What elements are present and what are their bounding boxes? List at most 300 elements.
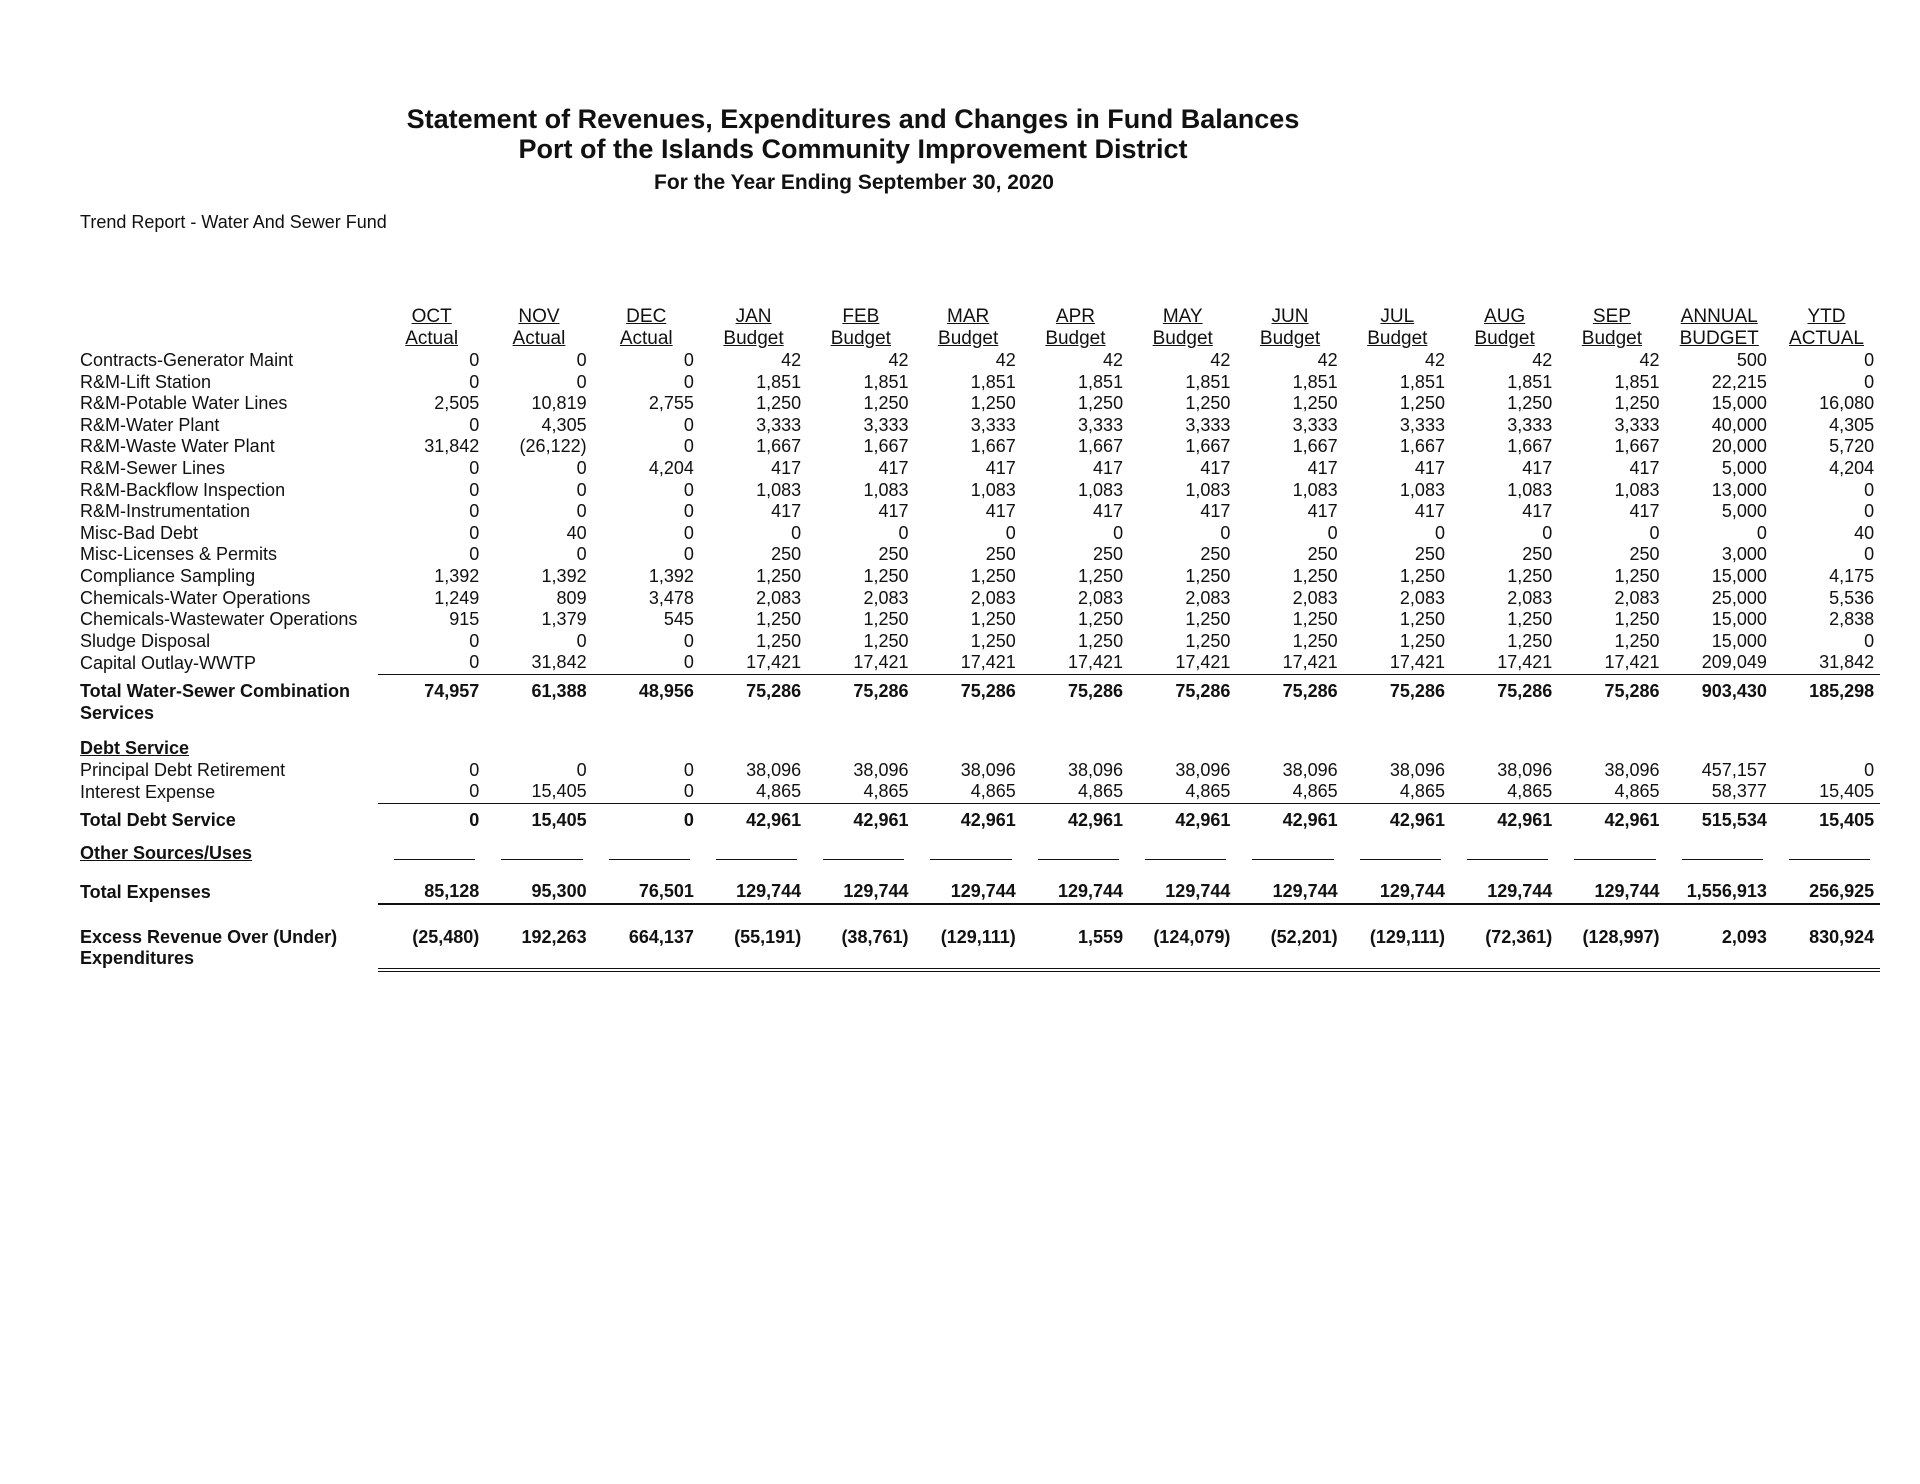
cell-jan: 42: [781, 350, 802, 370]
row-label: Excess Revenue Over (Under) Expenditures: [80, 926, 338, 969]
row-label: Total Expenses: [80, 881, 211, 902]
cell-ytd: 5,536: [1829, 587, 1875, 608]
cell-aug: 4,865: [1451, 781, 1558, 803]
column-header-feb: [807, 306, 914, 350]
cell-oct: (25,480): [378, 927, 485, 970]
period-label: For the Year Ending September 30, 2020: [654, 171, 1054, 194]
cell-ytd: 256,925: [1773, 881, 1880, 904]
cell-jan: 17,421: [700, 652, 807, 674]
cell-oct: 2,505: [434, 393, 480, 414]
line-item-row: [78, 393, 1880, 415]
cell-apr: 3,333: [1078, 414, 1124, 435]
blank-underline: [1252, 849, 1333, 860]
cell-mar: 0: [1005, 522, 1016, 543]
cell-aug: 250: [1522, 544, 1553, 565]
cell-may: 1,083: [1185, 479, 1231, 500]
cell-aug: 0: [1542, 522, 1553, 543]
cell-dec: 4,204: [648, 457, 694, 478]
cell-nov: 1,392: [541, 565, 587, 586]
cell-aug: 1,250: [1507, 630, 1553, 651]
cell-feb: 417: [878, 457, 909, 478]
blank-underline: [1145, 849, 1226, 860]
cell-aug: 17,421: [1451, 652, 1558, 674]
cell-jul: 42: [1424, 350, 1445, 370]
cell-nov: 192,263: [485, 927, 592, 970]
cell-oct: 85,128: [378, 881, 485, 904]
line-item-row: [78, 436, 1880, 458]
cell-jan: 42,961: [746, 809, 802, 830]
cell-mar: (129,111): [914, 927, 1021, 970]
cell-sep: 42,961: [1604, 809, 1660, 830]
cell-sep: 38,096: [1604, 759, 1660, 780]
row-label: Capital Outlay-WWTP: [80, 652, 257, 673]
line-item-row: [78, 415, 1880, 437]
blank-underline: [609, 849, 690, 860]
cell-sep: 4,865: [1558, 781, 1665, 803]
other-sources-row: [78, 843, 1880, 865]
column-header-month: FEB: [842, 306, 880, 327]
row-label: Chemicals-Wastewater Operations: [80, 609, 358, 630]
column-header-aug: [1451, 306, 1558, 350]
cell-oct: 1,392: [434, 565, 480, 586]
cell-jun: 250: [1307, 544, 1338, 565]
cell-jul: 0: [1434, 522, 1445, 543]
cell-aug: 1,250: [1507, 393, 1553, 414]
cell-feb: 129,744: [807, 881, 914, 904]
spacer-cell: [78, 724, 1880, 738]
cell-jul: 1,851: [1399, 371, 1445, 392]
cell-jul: 3,333: [1399, 414, 1445, 435]
cell-may: 1,250: [1185, 565, 1231, 586]
cell-dec: 0: [683, 414, 694, 435]
cell-ytd: 0: [1864, 544, 1875, 565]
cell-mar: 42,961: [960, 809, 1016, 830]
cell-mar: 1,250: [970, 609, 1016, 630]
blank-underline: [501, 849, 582, 860]
cell-jan: 1,667: [756, 436, 802, 457]
cell-sep: 417: [1629, 501, 1660, 522]
cell-oct: 0: [469, 414, 480, 435]
cell-sep: [1558, 843, 1665, 865]
cell-apr: 42,961: [1068, 809, 1124, 830]
cell-oct: 0: [469, 479, 480, 500]
column-header-type: Budget: [723, 328, 784, 349]
cell-feb: 3,333: [863, 414, 909, 435]
cell-dec: [593, 843, 700, 865]
cell-annual: 903,430: [1701, 680, 1767, 701]
cell-ytd: 4,204: [1829, 457, 1875, 478]
cell-sep: 1,250: [1614, 565, 1660, 586]
cell-jun: 1,851: [1292, 371, 1338, 392]
column-header-type: Budget: [1045, 328, 1106, 349]
cell-ytd: 0: [1864, 479, 1875, 500]
line-item-row: [78, 480, 1880, 502]
cell-annual: 0: [1756, 522, 1767, 543]
cell-annual: [1666, 738, 1773, 760]
cell-jul: 1,250: [1399, 609, 1445, 630]
cell-jan: 1,250: [756, 609, 802, 630]
cell-ytd: 0: [1864, 630, 1875, 651]
cell-may: 1,250: [1185, 630, 1231, 651]
cell-jan: 38,096: [746, 759, 802, 780]
line-item-row: [78, 566, 1880, 588]
cell-jun: 417: [1307, 457, 1338, 478]
cell-feb: 1,667: [863, 436, 909, 457]
cell-sep: (128,997): [1558, 927, 1665, 970]
cell-mar: 417: [985, 457, 1016, 478]
cell-feb: 250: [878, 544, 909, 565]
cell-jan: 417: [771, 457, 802, 478]
cell-jun: 1,250: [1292, 393, 1338, 414]
cell-feb: [807, 843, 914, 865]
cell-jun: 417: [1307, 501, 1338, 522]
cell-apr: [1022, 843, 1129, 865]
column-header-mar: [914, 306, 1021, 350]
cell-sep: 1,250: [1614, 609, 1660, 630]
cell-aug: 38,096: [1497, 759, 1553, 780]
cell-oct: 0: [469, 630, 480, 651]
cell-dec: 3,478: [648, 587, 694, 608]
debt-line-row: [78, 760, 1880, 782]
cell-oct: 0: [469, 350, 480, 370]
cell-jan: 2,083: [756, 587, 802, 608]
cell-aug: 3,333: [1507, 414, 1553, 435]
column-header-jun: [1236, 306, 1343, 350]
cell-apr: 417: [1093, 457, 1124, 478]
cell-may: (124,079): [1129, 927, 1236, 970]
cell-nov: 40: [566, 522, 587, 543]
blank-underline: [1038, 849, 1119, 860]
cell-may: 17,421: [1129, 652, 1236, 674]
row-label: [78, 738, 378, 760]
cell-annual: 15,000: [1711, 565, 1767, 586]
section-heading: Other Sources/Uses: [80, 843, 253, 864]
cell-ytd: 40: [1854, 522, 1875, 543]
row-label: Misc-Licenses & Permits: [80, 544, 278, 565]
cell-nov: [485, 738, 592, 760]
line-item-row: [78, 652, 1880, 674]
cell-aug: 129,744: [1451, 881, 1558, 904]
cell-annual: 25,000: [1711, 587, 1767, 608]
cell-may: 2,083: [1185, 587, 1231, 608]
cell-jul: 2,083: [1399, 587, 1445, 608]
cell-oct: 0: [469, 371, 480, 392]
district-name: Port of the Islands Community Improvement District: [518, 134, 1188, 164]
cell-annual: 209,049: [1666, 652, 1773, 674]
cell-oct: 0: [469, 522, 480, 543]
cell-feb: 1,851: [863, 371, 909, 392]
section-heading: Debt Service: [80, 738, 190, 759]
cell-feb: 42,961: [853, 809, 909, 830]
spacer-cell: [78, 904, 1880, 927]
cell-jan: (55,191): [700, 927, 807, 970]
blank-underline: [394, 849, 475, 860]
cell-nov: 4,305: [541, 414, 587, 435]
cell-dec: 48,956: [638, 680, 694, 701]
column-header-type: Budget: [1474, 328, 1535, 349]
cell-mar: 1,250: [970, 393, 1016, 414]
cell-ytd: 16,080: [1819, 393, 1875, 414]
cell-dec: 0: [683, 501, 694, 522]
cell-feb: 1,250: [863, 630, 909, 651]
cell-may: 250: [1200, 544, 1231, 565]
cell-jan: 0: [791, 522, 802, 543]
cell-mar: 75,286: [960, 680, 1016, 701]
cell-mar: 250: [985, 544, 1016, 565]
cell-sep: 417: [1629, 457, 1660, 478]
cell-sep: 129,744: [1558, 881, 1665, 904]
cell-nov: [485, 843, 592, 865]
line-item-row: [78, 544, 1880, 566]
cell-jan: 1,851: [756, 371, 802, 392]
cell-sep: 0: [1649, 522, 1660, 543]
column-header-sep: [1558, 306, 1665, 350]
cell-feb: 1,250: [863, 393, 909, 414]
column-header-ytd: [1773, 306, 1880, 350]
cell-jun: 42,961: [1282, 809, 1338, 830]
spacer-cell: [78, 865, 1880, 881]
cell-feb: 2,083: [863, 587, 909, 608]
column-header-apr: [1022, 306, 1129, 350]
cell-may: 129,744: [1129, 881, 1236, 904]
cell-aug: 1,851: [1507, 371, 1553, 392]
cell-ytd: 2,838: [1829, 609, 1875, 630]
blank-underline: [1789, 849, 1870, 860]
cell-feb: 0: [898, 522, 909, 543]
trend-report-table: [78, 306, 1880, 972]
cell-apr: 17,421: [1022, 652, 1129, 674]
cell-aug: 75,286: [1497, 680, 1553, 701]
cell-jun: 17,421: [1236, 652, 1343, 674]
cell-nov: 0: [576, 544, 587, 565]
cell-oct: 0: [469, 809, 480, 830]
cell-dec: 0: [683, 436, 694, 457]
blank-underline: [1467, 849, 1548, 860]
column-header-month: DEC: [626, 306, 667, 327]
cell-may: 417: [1200, 457, 1231, 478]
cell-sep: 1,083: [1614, 479, 1660, 500]
row-label: Sludge Disposal: [80, 630, 211, 651]
cell-aug: 2,083: [1507, 587, 1553, 608]
line-item-row: [78, 501, 1880, 523]
cell-sep: 2,083: [1614, 587, 1660, 608]
cell-mar: 17,421: [914, 652, 1021, 674]
cell-annual: 5,000: [1721, 457, 1767, 478]
cell-aug: 1,667: [1507, 436, 1553, 457]
cell-dec: 0: [683, 522, 694, 543]
cell-nov: 15,405: [485, 781, 592, 803]
cell-jul: 129,744: [1344, 881, 1451, 904]
cell-may: [1129, 843, 1236, 865]
cell-sep: 3,333: [1614, 414, 1660, 435]
cell-sep: 250: [1629, 544, 1660, 565]
cell-feb: 38,096: [853, 759, 909, 780]
cell-apr: 1,851: [1078, 371, 1124, 392]
cell-aug: [1451, 843, 1558, 865]
cell-jul: 1,250: [1399, 630, 1445, 651]
cell-apr: 129,744: [1022, 881, 1129, 904]
cell-ytd: 15,405: [1819, 809, 1875, 830]
cell-ytd: 185,298: [1809, 680, 1875, 701]
cell-dec: 0: [683, 350, 694, 370]
cell-jun: [1236, 843, 1343, 865]
cell-apr: 0: [1113, 522, 1124, 543]
cell-aug: 42: [1532, 350, 1553, 370]
cell-jan: 417: [771, 501, 802, 522]
column-header-month: NOV: [518, 306, 560, 327]
cell-ytd: 5,720: [1829, 436, 1875, 457]
line-item-row: [78, 609, 1880, 631]
cell-feb: 17,421: [807, 652, 914, 674]
cell-jun: [1236, 738, 1343, 760]
cell-annual: 15,000: [1711, 393, 1767, 414]
cell-apr: 1,667: [1078, 436, 1124, 457]
blank-underline: [1360, 849, 1441, 860]
column-header-type: Budget: [1581, 328, 1643, 349]
column-header-annual: [1666, 306, 1773, 350]
cell-may: 1,667: [1185, 436, 1231, 457]
total-expenses-row: [78, 881, 1880, 904]
cell-ytd: 4,175: [1829, 565, 1875, 586]
line-item-row: [78, 588, 1880, 610]
cell-nov: 95,300: [485, 881, 592, 904]
cell-feb: 1,250: [863, 609, 909, 630]
cell-oct: 0: [469, 457, 480, 478]
column-header-type: BUDGET: [1679, 328, 1759, 349]
cell-may: 0: [1220, 522, 1231, 543]
cell-nov: 0: [576, 350, 587, 370]
cell-mar: 129,744: [914, 881, 1021, 904]
cell-apr: 1,250: [1078, 630, 1124, 651]
column-header-type: Budget: [1259, 328, 1321, 349]
cell-jun: (52,201): [1236, 927, 1343, 970]
cell-annual: 15,000: [1711, 609, 1767, 630]
cell-mar: 3,333: [970, 414, 1016, 435]
cell-nov: 0: [576, 501, 587, 522]
cell-jun: 1,250: [1292, 565, 1338, 586]
cell-dec: 76,501: [593, 881, 700, 904]
cell-jul: 1,667: [1399, 436, 1445, 457]
cell-aug: [1451, 738, 1558, 760]
cell-jul: 75,286: [1389, 680, 1445, 701]
cell-feb: (38,761): [807, 927, 914, 970]
cell-mar: 417: [985, 501, 1016, 522]
cell-jun: 3,333: [1292, 414, 1338, 435]
cell-oct: 0: [469, 544, 480, 565]
cell-dec: 0: [683, 630, 694, 651]
cell-apr: 1,559: [1022, 927, 1129, 970]
line-item-row: [78, 350, 1880, 372]
cell-feb: 4,865: [807, 781, 914, 803]
cell-dec: 1,392: [648, 565, 694, 586]
column-header-oct: [378, 306, 485, 350]
column-header-type: Actual: [619, 328, 673, 349]
cell-dec: [593, 738, 700, 760]
cell-annual: 457,157: [1701, 759, 1767, 780]
row-label: Compliance Sampling: [80, 565, 256, 586]
cell-apr: 2,083: [1078, 587, 1124, 608]
cell-may: 3,333: [1185, 414, 1231, 435]
cell-annual: 58,377: [1666, 781, 1773, 803]
cell-sep: 17,421: [1558, 652, 1665, 674]
cell-annual: [1666, 843, 1773, 865]
cell-apr: 250: [1093, 544, 1124, 565]
cell-dec: 2,755: [648, 393, 694, 414]
cell-jul: 1,250: [1399, 565, 1445, 586]
row-label: R&M-Backflow Inspection: [80, 479, 286, 500]
cell-mar: 42: [995, 350, 1016, 370]
cell-oct: 0: [378, 781, 485, 803]
cell-mar: 1,851: [970, 371, 1016, 392]
row-label: R&M-Water Plant: [80, 414, 220, 435]
cell-ytd: 0: [1864, 371, 1875, 392]
spacer-row: [78, 831, 1880, 843]
cell-annual: 515,534: [1701, 809, 1767, 830]
cell-apr: 417: [1093, 501, 1124, 522]
cell-dec: 0: [683, 371, 694, 392]
cell-jun: 1,083: [1292, 479, 1338, 500]
cell-apr: 1,250: [1078, 609, 1124, 630]
cell-jul: (129,111): [1344, 927, 1451, 970]
cell-aug: 1,250: [1507, 565, 1553, 586]
cell-jan: [700, 738, 807, 760]
cell-sep: 1,250: [1614, 630, 1660, 651]
cell-jun: 2,083: [1292, 587, 1338, 608]
row-label: Misc-Bad Debt: [80, 522, 199, 543]
cell-dec: 0: [683, 479, 694, 500]
spacer-cell: [78, 831, 1880, 843]
row-label: R&M-Instrumentation: [80, 501, 251, 522]
cell-jan: 3,333: [756, 414, 802, 435]
blank-underline: [1574, 849, 1655, 860]
cell-jan: 250: [771, 544, 802, 565]
cell-nov: 0: [576, 479, 587, 500]
cell-jul: 417: [1414, 501, 1445, 522]
cell-jul: 1,250: [1399, 393, 1445, 414]
cell-aug: 1,250: [1507, 609, 1553, 630]
line-item-row: [78, 372, 1880, 394]
cell-jul: [1344, 843, 1451, 865]
cell-feb: 75,286: [853, 680, 909, 701]
column-header-type: Budget: [830, 328, 891, 349]
cell-jun: 75,286: [1282, 680, 1338, 701]
cell-apr: 1,250: [1078, 393, 1124, 414]
blank-underline: [716, 849, 797, 860]
cell-may: 1,851: [1185, 371, 1231, 392]
cell-dec: 545: [663, 609, 694, 630]
cell-jan: 129,744: [700, 881, 807, 904]
column-header-may: [1129, 306, 1236, 350]
cell-oct: [378, 843, 485, 865]
row-label: R&M-Potable Water Lines: [80, 393, 288, 414]
cell-sep: 1,250: [1614, 393, 1660, 414]
line-item-row: [78, 523, 1880, 545]
cell-nov: 61,388: [531, 680, 587, 701]
cell-nov: 0: [576, 457, 587, 478]
cell-jul: 417: [1414, 457, 1445, 478]
cell-jun: 1,250: [1292, 630, 1338, 651]
cell-feb: [807, 738, 914, 760]
cell-dec: 0: [683, 759, 694, 780]
cell-mar: 2,083: [970, 587, 1016, 608]
column-header-month: OCT: [411, 306, 452, 327]
row-label: Chemicals-Water Operations: [80, 587, 311, 608]
column-header-type: Actual: [405, 328, 459, 349]
blank-underline: [823, 849, 904, 860]
cell-nov: 809: [556, 587, 587, 608]
column-header-nov: [485, 306, 592, 350]
column-header-month: MAY: [1162, 306, 1203, 327]
